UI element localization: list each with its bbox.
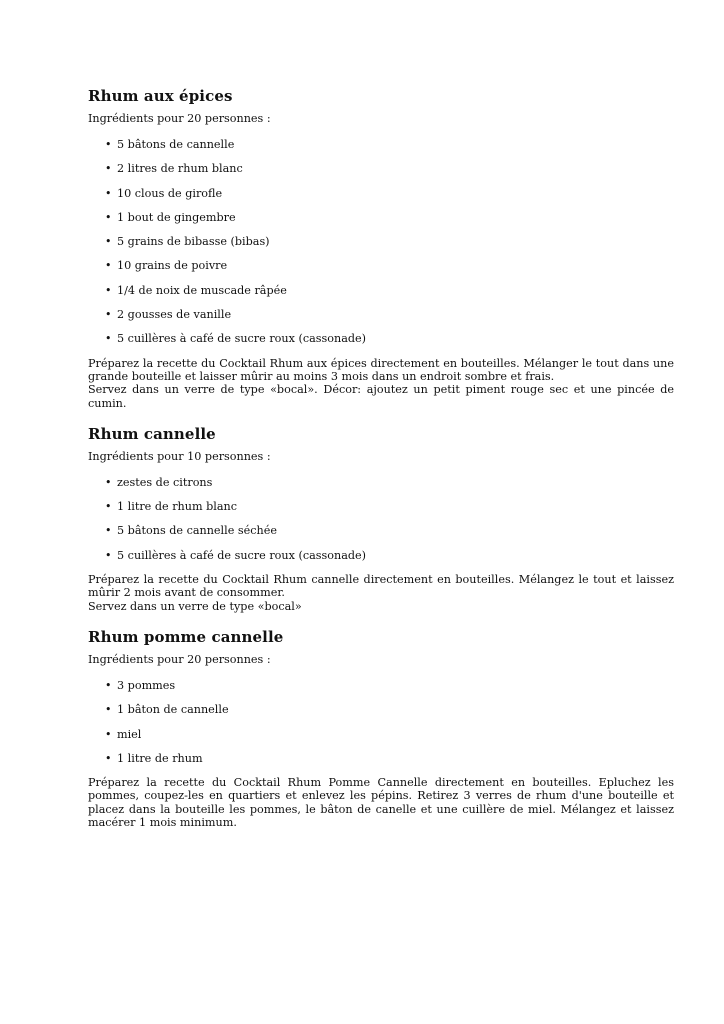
document-page [88,86,674,829]
list-item [105,703,674,717]
ingredient-text: zestes de citrons [117,475,213,489]
recipe-instructions [88,573,674,613]
ingredients-intro: Ingrédients pour 10 personnes : [88,449,271,463]
ingredients-intro: Ingrédients pour 20 personnes : [88,652,271,666]
ingredient-text: 5 bâtons de cannelle [117,138,235,151]
list-item [105,211,674,225]
ingredient-text: 1 bout de gingembre [117,210,236,224]
bullet-icon: • [105,235,112,249]
recipe-title: Rhum cannelle [88,424,216,443]
instructions-paragraph: Préparez la recette du Cocktail Rhum cannelle directement en bouteilles. Mélangez le tout et laissez mûrir 2 mois avant de consommer. [88,573,674,600]
bullet-icon: • [105,475,112,489]
recipe-rhum-pomme-cannelle [88,627,674,829]
serving-paragraph: Servez dans un verre de type «bocal». Décor: ajoutez un petit piment rouge sec et une pincée de cumin. [88,383,674,410]
recipe-title: Rhum aux épices [88,87,233,105]
bullet-icon: • [105,751,112,765]
list-item [105,476,674,490]
ingredient-text: 2 gousses de vanille [117,308,232,322]
ingredient-text: 10 grains de poivre [117,259,228,273]
bullet-icon: • [105,186,112,200]
ingredients-list [88,476,674,563]
list-item [105,235,674,249]
list-item [105,524,674,538]
list-item [105,752,674,766]
list-item [105,728,674,742]
list-item [105,308,674,322]
list-item [105,138,674,152]
recipe-instructions [88,357,674,410]
list-item [105,284,674,298]
ingredient-text: 1 litre de rhum [117,751,203,765]
list-item [105,259,674,273]
ingredients-list [88,138,674,346]
ingredients-intro: Ingrédients pour 20 personnes : [88,112,271,125]
instructions-paragraph: Préparez la recette du Cocktail Rhum aux épices directement en bouteilles. Mélanger le tout dans une grande bouteille et laisser mûrir au moins 3 mois dans un endroit sombre et frais. [88,356,674,383]
ingredient-text: 1 bâton de cannelle [117,703,229,717]
ingredient-text: 5 cuillères à café de sucre roux (cassonade) [117,332,367,346]
bullet-icon: • [105,332,112,346]
bullet-icon: • [105,703,112,717]
list-item [105,549,674,563]
ingredient-text: 5 grains de bibasse (bibas) [117,235,270,249]
bullet-icon: • [105,548,112,562]
ingredient-text: 1 litre de rhum blanc [117,500,237,514]
bullet-icon: • [105,162,112,176]
instructions-paragraph: Préparez la recette du Cocktail Rhum Pomme Cannelle directement en bouteilles. Epluchez les pommes, coupez-les en quartiers et enlevez les pépins. Retirez 3 verres de rhum d'une bouteille et placez dans la bouteille les pommes, le bâton de canelle et une cuillère de miel. Mélangez et laissez macérer 1 mois minimum. [88,776,674,830]
bullet-icon: • [105,259,112,273]
serving-paragraph: Servez dans un verre de type «bocal» [88,599,302,613]
bullet-icon: • [105,678,112,692]
recipe-title: Rhum pomme cannelle [88,627,284,646]
list-item [105,500,674,514]
ingredient-text: 5 cuillères à café de sucre roux (cassonade) [117,548,367,562]
ingredient-text: 3 pommes [117,678,176,692]
bullet-icon: • [105,524,112,538]
bullet-icon: • [105,138,112,151]
ingredient-text: miel [117,727,142,741]
recipe-rhum-cannelle [88,424,674,613]
recipe-rhum-aux-epices [88,86,674,410]
list-item [105,187,674,201]
list-item [105,162,674,176]
ingredient-text: 2 litres de rhum blanc [117,162,243,176]
bullet-icon: • [105,283,112,297]
ingredient-text: 5 bâtons de cannelle séchée [117,524,277,538]
recipe-instructions [88,776,674,829]
list-item [105,679,674,693]
bullet-icon: • [105,727,112,741]
bullet-icon: • [105,500,112,514]
ingredient-text: 10 clous de girofle [117,186,223,200]
ingredients-list [88,679,674,766]
bullet-icon: • [105,210,112,224]
list-item [105,332,674,346]
ingredient-text: 1/4 de noix de muscade râpée [117,283,287,297]
bullet-icon: • [105,308,112,322]
